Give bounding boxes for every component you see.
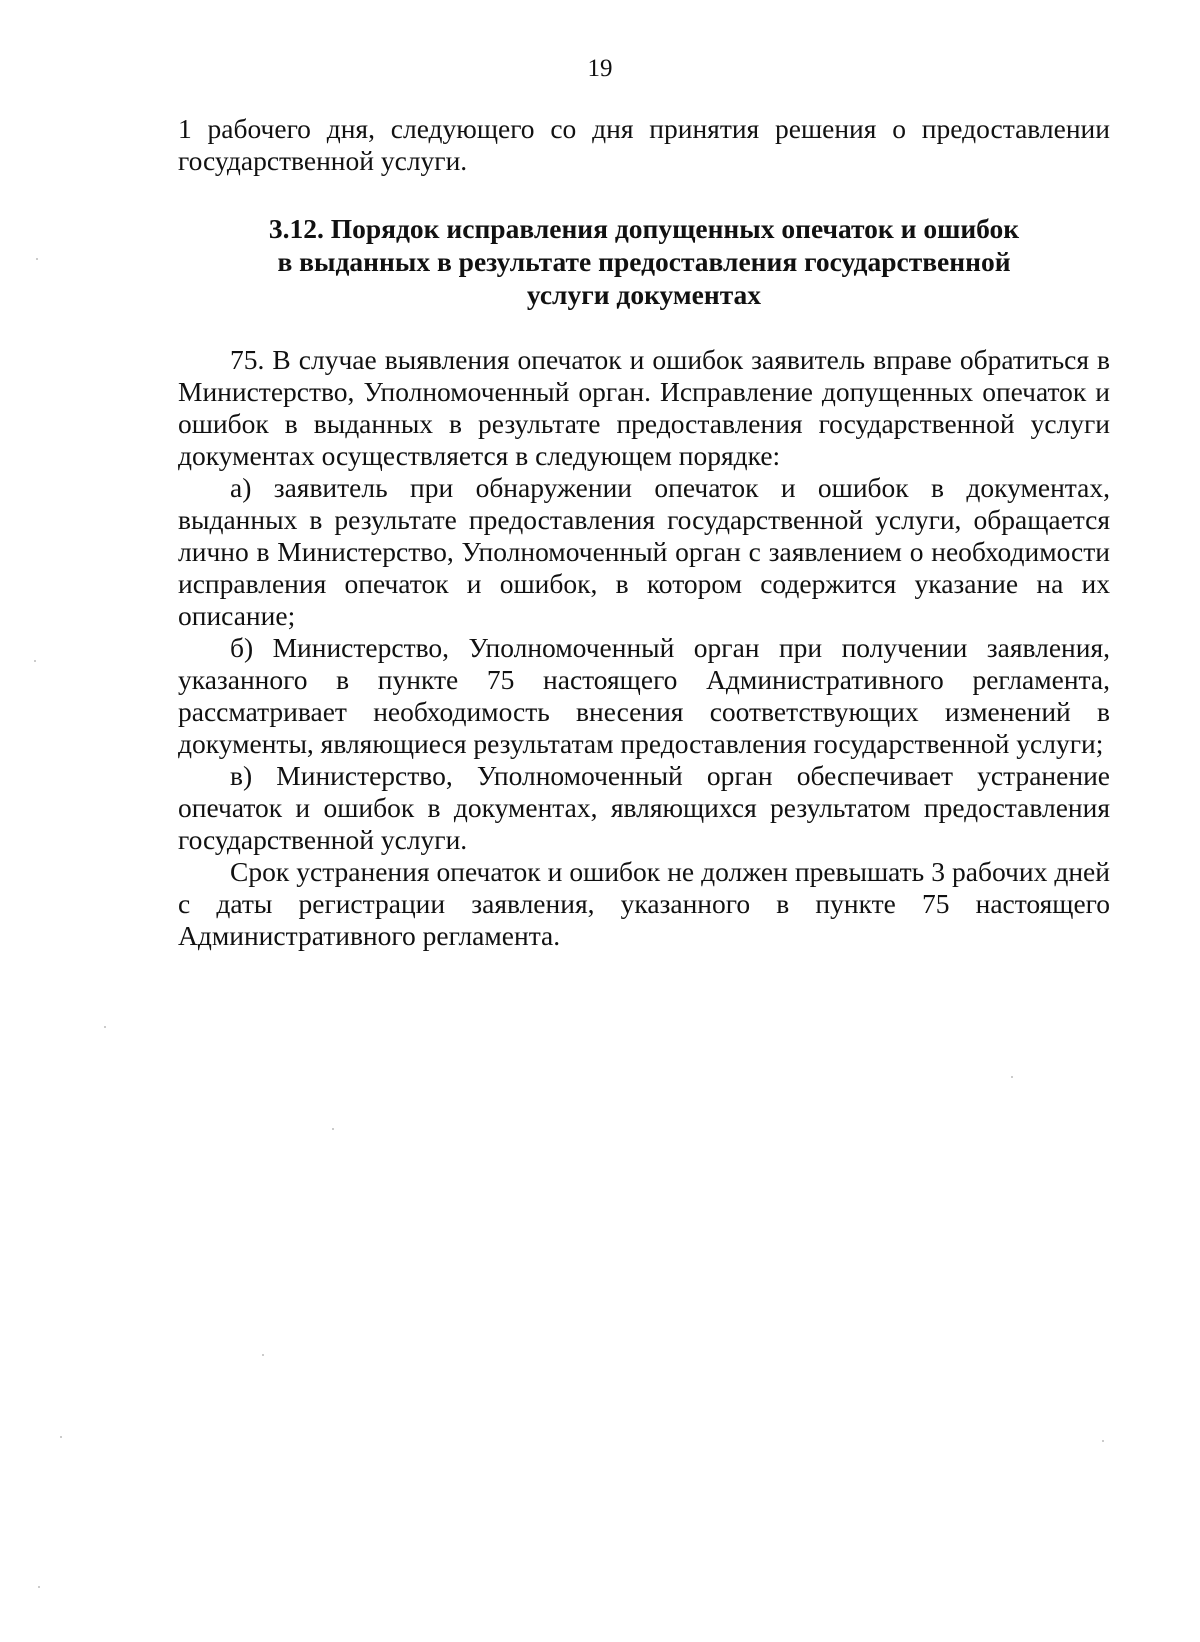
scan-speck bbox=[262, 1354, 264, 1356]
section-title bbox=[178, 212, 1110, 311]
section-title-line-2: в выданных в результате предоставления государственной bbox=[277, 246, 1011, 277]
paragraph-item-v: в) Министерство, Уполномоченный орган обеспечивает устранение опечаток и ошибок в документах, являющихся результатом предоставления государственной услуги. bbox=[178, 760, 1110, 855]
scan-speck bbox=[38, 1586, 40, 1588]
scan-speck bbox=[36, 258, 38, 260]
scan-speck bbox=[1102, 1440, 1104, 1442]
section-title-line-1: 3.12. Порядок исправления допущенных опечаток и ошибок bbox=[268, 213, 1020, 244]
scan-speck bbox=[1011, 1076, 1013, 1078]
section-body bbox=[178, 344, 1110, 952]
scan-speck bbox=[60, 1436, 62, 1438]
section-title-line-3: услуги документах bbox=[526, 279, 762, 310]
scan-speck bbox=[34, 660, 36, 662]
paragraph-item-a: а) заявитель при обнаружении опечаток и ошибок в документах, выданных в результате предоставления государственной услуги, обращается лично в Министерство, Уполномоченный орган с заявлением о необходимости исправления опечаток и ошибок, в котором содержится указание на их описание; bbox=[178, 472, 1110, 631]
scan-speck bbox=[104, 1026, 106, 1028]
scan-speck bbox=[332, 1128, 334, 1130]
paragraph-deadline: Срок устранения опечаток и ошибок не должен превышать 3 рабочих дней с даты регистрации заявления, указанного в пункте 75 настоящего Административного регламента. bbox=[178, 856, 1110, 951]
page-number: 19 bbox=[587, 55, 613, 82]
intro-paragraph: 1 рабочего дня, следующего со дня принятия решения о предоставлении государственной услуги. bbox=[178, 113, 1110, 176]
paragraph-75: 75. В случае выявления опечаток и ошибок заявитель вправе обратиться в Министерство, Уполномоченный орган. Исправление допущенных опечаток и ошибок в выданных в результате предоставления государственной услуги документах осуществляется в следующем порядке: bbox=[178, 344, 1110, 471]
paragraph-item-b: б) Министерство, Уполномоченный орган при получении заявления, указанного в пункте 75 настоящего Административного регламента, рассматривает необходимость внесения соответствующих изменений в документы, являющиеся результатам предоставления государственной услуги; bbox=[178, 632, 1110, 759]
